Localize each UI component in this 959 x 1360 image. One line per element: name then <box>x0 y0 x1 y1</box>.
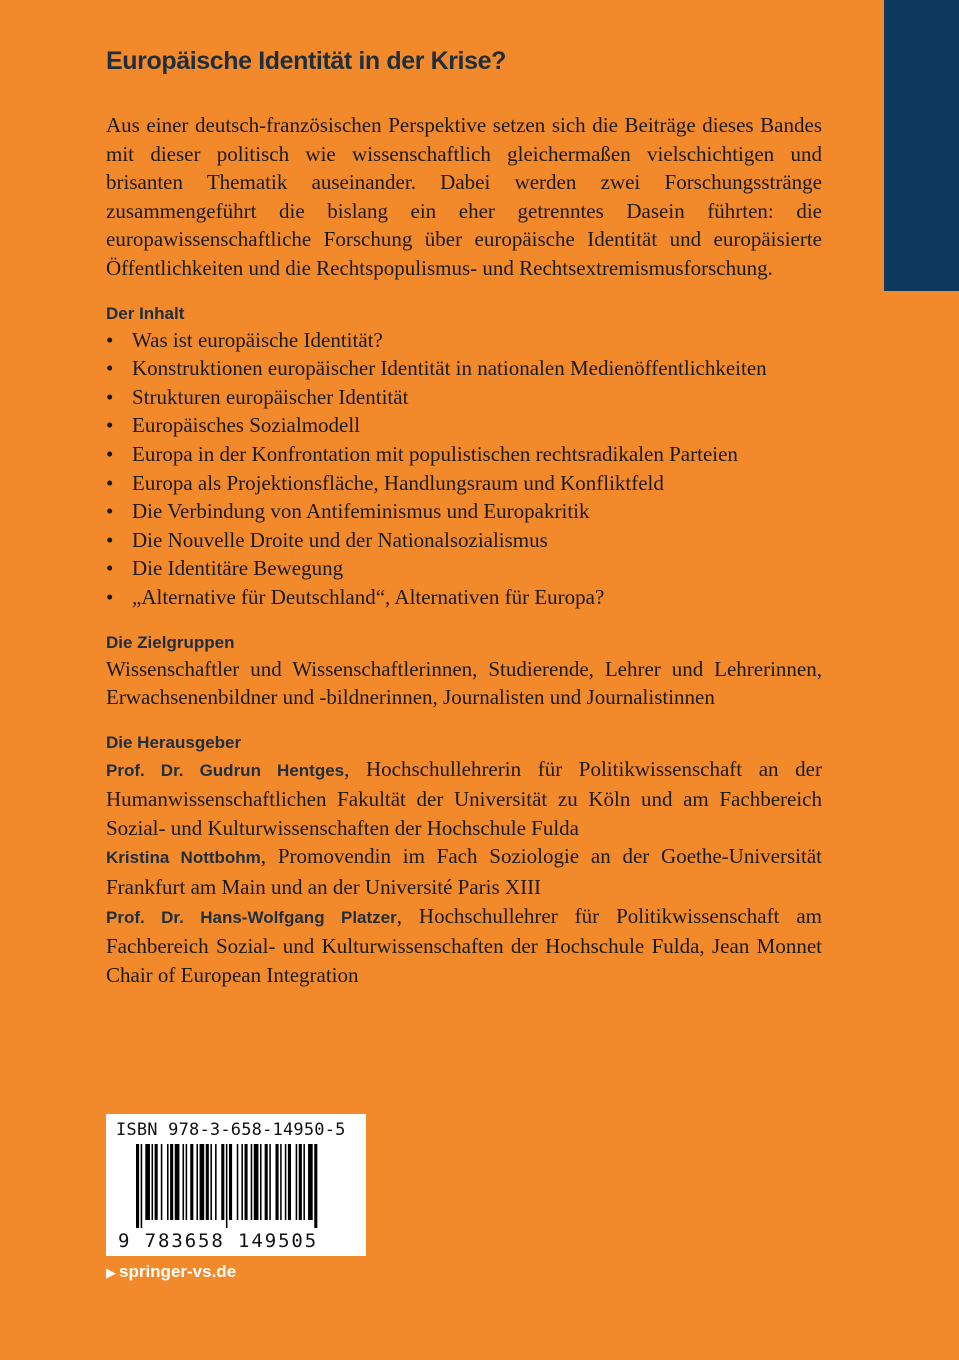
barcode-bar <box>200 1144 205 1220</box>
back-cover-text <box>106 44 822 989</box>
barcode-bar <box>155 1144 158 1220</box>
barcode-bar <box>161 1144 163 1220</box>
website-label: springer-vs.de <box>119 1262 237 1281</box>
editor-name: Kristina Nottbohm <box>106 848 261 868</box>
list-item: • Die Verbindung von Antifeminismus und Europakritik <box>106 497 822 526</box>
barcode-bar <box>221 1144 224 1220</box>
isbn-label: ISBN 978-3-658-14950-5 <box>116 1120 346 1140</box>
barcode-bar <box>241 1144 243 1220</box>
book-title: Europäische Identität in der Krise? <box>106 47 506 75</box>
barcode-bar <box>175 1144 180 1220</box>
isbn-barcode <box>106 1114 366 1256</box>
barcode-bar <box>276 1144 279 1220</box>
editor-description: , Hochschullehrer für Politikwissenschaft am Fachbereich Sozial- und Kulturwissenschaften der Hochschule Fulda, Jean Monnet Chair of European Integration <box>106 903 822 987</box>
list-item: • Europa in der Konfrontation mit populistischen rechtsradikalen Parteien <box>106 440 822 469</box>
barcode-bar <box>308 1144 313 1220</box>
barcode-bar <box>210 1144 212 1220</box>
barcode-bar <box>251 1144 253 1220</box>
barcode-bar <box>299 1144 302 1220</box>
barcode-bar <box>167 1144 169 1220</box>
section-heading-inhalt: Der Inhalt <box>106 303 185 323</box>
arrow-right-icon: ▶ <box>106 1265 116 1280</box>
barcode-bar <box>183 1144 185 1220</box>
editor-entry <box>106 902 822 990</box>
barcode-bar <box>265 1144 268 1220</box>
editor-name: Prof. Dr. Gudrun Hentges <box>106 760 345 780</box>
barcode-bar <box>303 1144 305 1220</box>
editor-description: , Promovendin im Fach Soziologie an der Goethe-Universität Frankfurt am Main und an der Université Paris XIII <box>106 844 822 900</box>
barcode-bar <box>280 1144 282 1220</box>
barcode-bar <box>152 1144 154 1220</box>
list-item: • Konstruktionen europäischer Identität in nationalen Medienöffentlichkeiten <box>106 354 822 383</box>
barcode-bar <box>226 1144 228 1228</box>
intro-paragraph: Aus einer deutsch-französischen Perspektive setzen sich die Beiträge dieses Bandes mit dieser politisch wie wissenschaftlich gleichermaßen vielschichtigen und brisanten Thematik auseinander. Dabei werden zwei Forschungsstränge zusammengeführt die bislang ein eher getrenntes Dasein führten: die europawissenschaftliche Forschung über europäische Identität und europäisierte Öffentlichkeiten und die Rechtspopulismus- und Rechtsextremismusforschung. <box>106 113 822 280</box>
barcode-bar <box>136 1144 139 1228</box>
barcode-bar <box>245 1144 248 1220</box>
editor-description: , Hochschullehrerin für Politikwissenschaft an der Humanwissenschaftlichen Fakultät der Universität zu Köln und am Fachbereich Sozial- und Kulturwissenschaften der Hochschule Fulda <box>106 756 822 840</box>
barcode-bar <box>260 1144 262 1220</box>
section-heading-zielgruppen: Die Zielgruppen <box>106 632 235 652</box>
editor-entry <box>106 842 822 901</box>
section-heading-herausgeber: Die Herausgeber <box>106 732 242 752</box>
zielgruppen-text: Wissenschaftler und Wissenschaftlerinnen, Studierende, Lehrer und Lehrerinnen, Erwachsenenbildner und -bildnerinnen, Journalisten und Journalistinnen <box>106 656 822 710</box>
barcode-bar <box>186 1144 188 1220</box>
barcode-bar <box>254 1144 259 1220</box>
barcode-bar <box>269 1144 271 1220</box>
barcode-digits: 9 783658 149505 <box>118 1230 319 1252</box>
color-tab <box>884 0 959 291</box>
barcode-bar <box>141 1144 143 1228</box>
list-item: • Europa als Projektionsfläche, Handlungsraum und Konfliktfeld <box>106 469 822 498</box>
publisher-website[interactable] <box>106 1262 236 1282</box>
barcode-bar <box>237 1144 239 1220</box>
list-item: • Die Identitäre Bewegung <box>106 554 822 583</box>
barcode-bar <box>170 1144 173 1220</box>
barcode-bar <box>196 1144 198 1220</box>
list-item: • Strukturen europäischer Identität <box>106 383 822 412</box>
barcode-bar <box>206 1144 209 1220</box>
list-item: • Was ist europäische Identität? <box>106 326 822 355</box>
content-list <box>106 326 822 612</box>
barcode-bar <box>190 1144 193 1220</box>
list-item: • „Alternative für Deutschland“, Alternativen für Europa? <box>106 583 822 612</box>
barcode-bar <box>215 1144 217 1220</box>
barcode-icon <box>116 1144 356 1228</box>
barcode-bar <box>285 1144 287 1220</box>
barcode-bar <box>145 1144 150 1220</box>
barcode-bar <box>296 1144 298 1220</box>
list-item: • Die Nouvelle Droite und der Nationalsozialismus <box>106 526 822 555</box>
list-item: • Europäisches Sozialmodell <box>106 411 822 440</box>
editor-entry <box>106 755 822 843</box>
barcode-bar <box>314 1144 317 1228</box>
barcode-bar <box>229 1144 232 1220</box>
barcode-bar <box>288 1144 291 1220</box>
editor-name: Prof. Dr. Hans-Wolfgang Platzer <box>106 907 397 927</box>
